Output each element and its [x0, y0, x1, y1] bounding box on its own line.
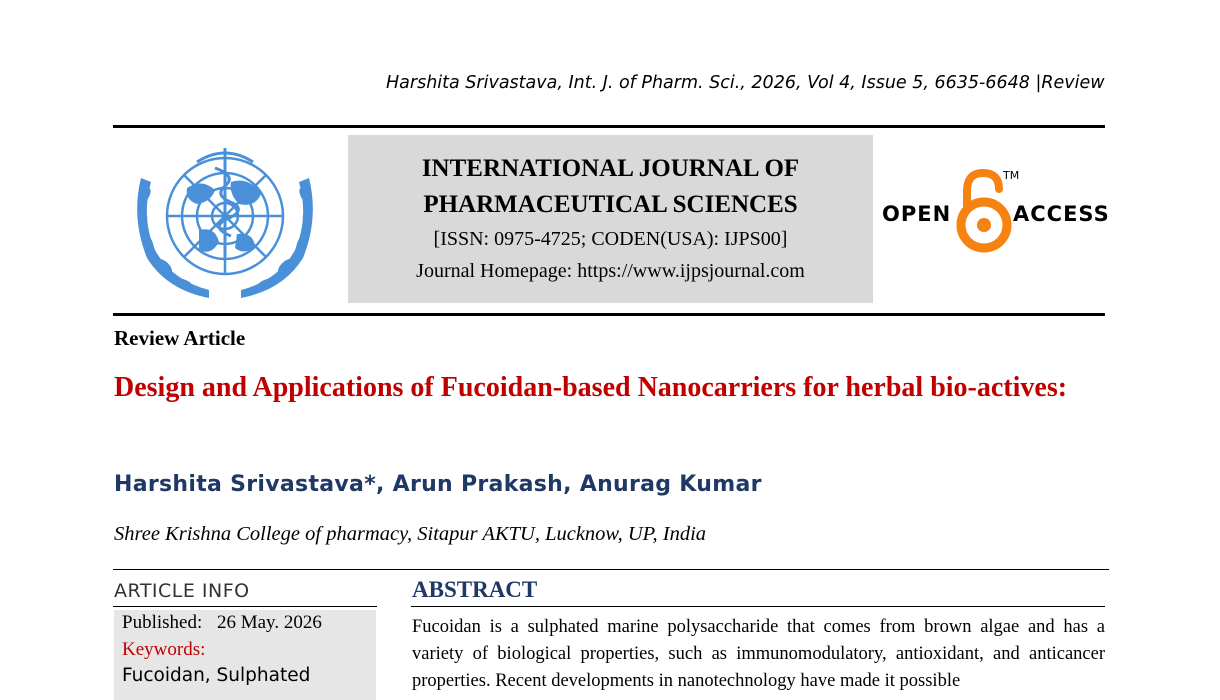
open-access-word1: OPEN — [882, 202, 952, 226]
published-date: 26 May. 2026 — [216, 612, 322, 633]
article-type: Review Article — [114, 326, 246, 350]
abstract-body: Fucoidan is a sulphated marine polysaccharide that comes from brown algae and has a variety of biological properties, such as immunomodulatory, antioxidant, and anticancer properties. Recent developments in nanotechnology have made it possible — [412, 617, 1105, 691]
published-label: Published: — [122, 612, 203, 633]
article-info-heading: ARTICLE INFO — [114, 580, 250, 602]
journal-homepage: Journal Homepage: https://www.ijpsjournal.com — [416, 260, 805, 282]
journal-name-line2: PHARMACEUTICAL SCIENCES — [423, 191, 798, 218]
open-access-logo — [880, 167, 1108, 253]
article-info-rule — [113, 606, 377, 607]
journal-issn: [ISSN: 0975-4725; CODEN(USA): IJPS00] — [433, 228, 788, 250]
published-line — [122, 612, 322, 634]
journal-emblem-icon — [127, 138, 323, 304]
trademark-mark: TM — [1003, 169, 1020, 182]
author-list: Harshita Srivastava*, Arun Prakash, Anurag Kumar — [114, 472, 762, 497]
journal-name-line1: INTERNATIONAL JOURNAL OF — [421, 155, 800, 182]
keywords-value: Fucoidan, Sulphated — [122, 665, 311, 686]
keywords-label: Keywords: — [122, 639, 206, 660]
author-affiliation: Shree Krishna College of pharmacy, Sitapur AKTU, Lucknow, UP, India — [114, 523, 707, 545]
abstract-rule — [411, 606, 1105, 607]
banner-bottom-rule — [113, 313, 1105, 316]
article-title: Design and Applications of Fucoidan-based Nanocarriers for herbal bio-actives: — [114, 372, 1068, 403]
journal-banner — [348, 135, 873, 303]
citation-header: Harshita Srivastava, Int. J. of Pharm. Sci., 2026, Vol 4, Issue 5, 6635-6648 |Review — [386, 73, 1105, 93]
open-access-word2: ACCESS — [1013, 202, 1110, 226]
top-rule — [113, 125, 1105, 128]
section-rule — [113, 569, 1109, 570]
abstract-heading: ABSTRACT — [412, 577, 538, 602]
